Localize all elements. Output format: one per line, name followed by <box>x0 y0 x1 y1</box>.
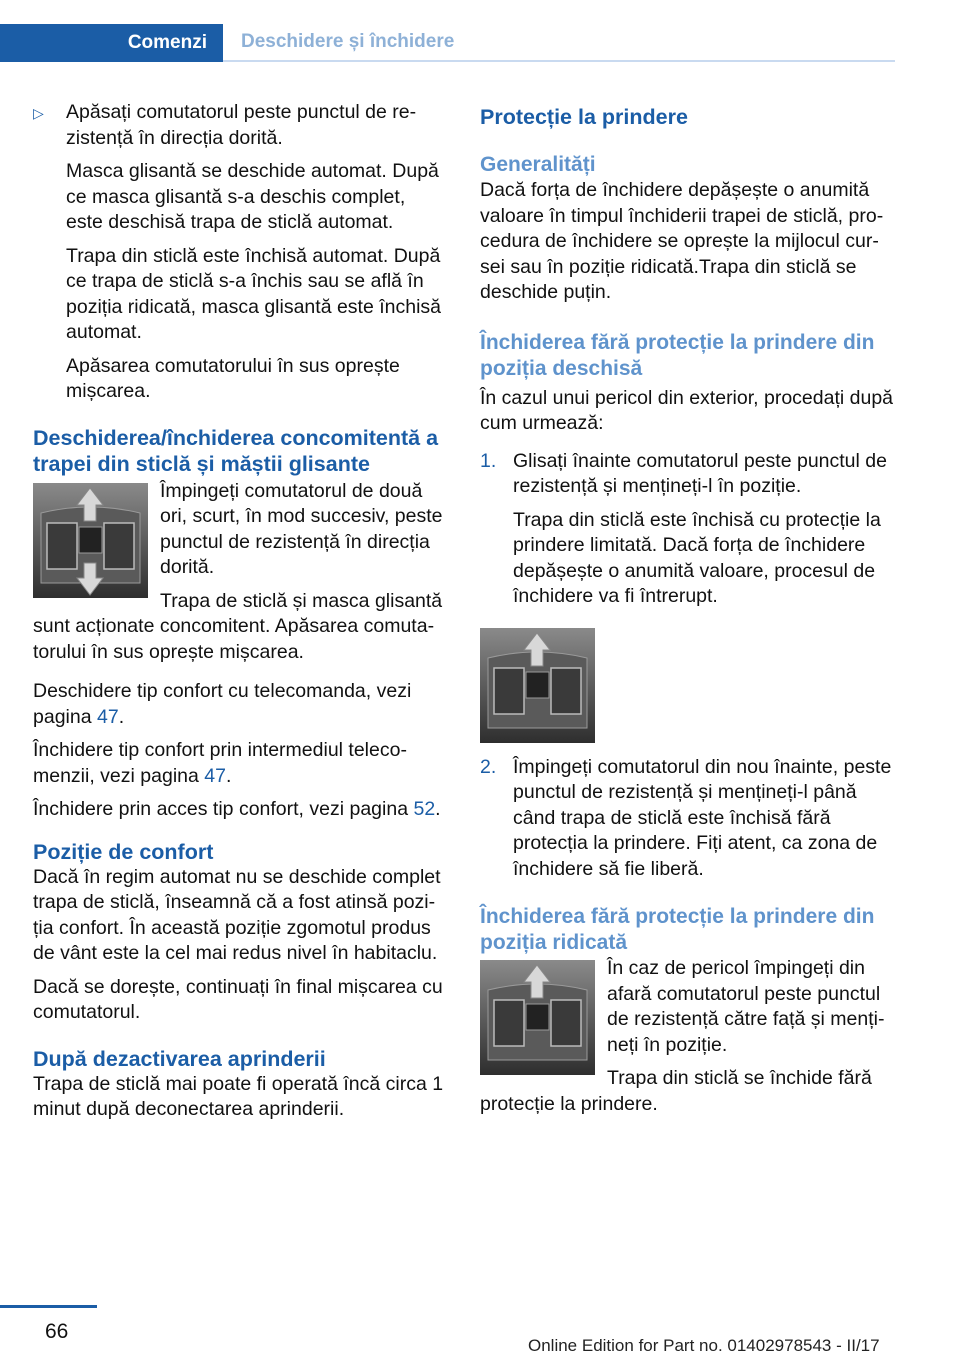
edition-text: Online Edition for Part no. 01402978543 - II/17 <box>528 1336 880 1355</box>
page-link[interactable]: 47 <box>204 764 226 787</box>
step-number: 1. <box>480 449 497 472</box>
page-number: 66 <box>45 1320 69 1343</box>
left-column <box>33 100 447 1131</box>
paragraph: Dacă în regim automat nu se deschide complet trapa de sticlă, înseamnă că a fost atinsă pozi-ția confort. În această poziție zgomotul produs de vânt este la cel mai redus nivel în habitaclu. <box>33 865 441 964</box>
sunroof-switch-image <box>480 628 595 743</box>
bullet-text: Apăsați comutatorul peste punctul de re-zistență în direcția dorită. <box>66 101 417 149</box>
paragraph: Dacă se dorește, continuați în final mișcarea cu comutatorul. <box>33 975 443 1023</box>
right-column <box>480 104 894 1125</box>
paragraph: Trapa de sticlă mai poate fi operată încă circa 1 minut după deconectarea aprinderii. <box>33 1072 444 1120</box>
heading-generalitati: Generalități <box>480 153 596 176</box>
paragraph: Apăsarea comutatorului în sus oprește mișcarea. <box>66 354 400 402</box>
paragraph: Trapa de sticlă și masca glisantă sunt acționate concomitent. Apăsarea comuta-torului în sus oprește mișcarea. <box>33 589 443 663</box>
switch-illustration <box>33 483 148 598</box>
step-subtext: Trapa din sticlă este închisă cu protecție la prindere limitată. Dacă forța de închidere depășește o anumită valoare, procesul de închidere va fi întrerupt. <box>513 508 881 607</box>
page-reference: Închidere prin acces tip confort, vezi pagina 52. <box>33 798 441 820</box>
switch-illustration <box>480 960 595 1075</box>
triangle-right-icon: ▷ <box>33 105 44 121</box>
paragraph: Trapa din sticlă se închide fără protecție la prindere. <box>480 1067 872 1115</box>
footer-divider <box>0 1305 97 1308</box>
paragraph: În caz de pericol împingeți din afară comutatorul peste punctul de rezistență către față și menți-neți în poziție. <box>607 957 885 1056</box>
header-tab-comenzi: Comenzi <box>0 24 223 62</box>
header-tab-deschidere: Deschidere și închidere <box>223 24 895 62</box>
heading-concomitent: Deschiderea/închiderea concomitentă a trapei din sticlă și măștii glisante <box>33 425 439 476</box>
step-text: Glisați înainte comutatorul peste punctul de rezistență și mențineți-l în poziție. <box>513 449 887 497</box>
paragraph: În cazul unui pericol din exterior, procedați după cum urmează: <box>480 386 894 434</box>
bullet-item <box>33 100 447 151</box>
numbered-step <box>480 755 894 883</box>
paragraph: Masca glisantă se deschide automat. După ce masca glisantă s-a deschis complet, este deschisă trapa de sticlă automat. <box>66 160 439 233</box>
heading-pozitie: Poziție de confort <box>33 839 214 864</box>
numbered-step <box>480 449 894 610</box>
heading-protectie: Protecție la prindere <box>480 105 688 129</box>
page-reference: Închidere tip confort prin intermediul teleco-menzii, vezi pagina 47. <box>33 739 407 787</box>
page-link[interactable]: 52 <box>413 798 436 820</box>
paragraph: Împingeți comutatorul de două ori, scurt, în mod succesiv, peste punctul de rezistență în direcția dorită. <box>160 479 443 578</box>
paragraph: Dacă forța de închidere depășește o anumită valoare în timpul închiderii trapei de sticlă, pro-cedura de închidere se oprește la mijlocul cur-sei sau în poziție ridicată.Trapa din sticlă se deschide puțin. <box>480 179 884 303</box>
step-text: Împingeți comutatorul din nou înainte, peste punctul de rezistență și mențineți-l până când trapa de sticlă este închisă fără protecția la prindere. Fiți atent, ca zona de închidere să fie liberă. <box>513 755 892 880</box>
heading-dupa: După dezactivarea aprinderii <box>33 1046 326 1071</box>
sunroof-switch-image <box>33 483 148 598</box>
step-number: 2. <box>480 755 497 778</box>
paragraph: Trapa din sticlă este închisă automat. După ce trapa de sticlă s-a închis sau se află în poziția ridicată, masca glisantă este închisă automat. <box>66 244 442 343</box>
heading-fara-deschisa: Închiderea fără protecție la prindere din poziția deschisă <box>480 330 875 380</box>
page-header <box>0 0 960 62</box>
page-link[interactable]: 47 <box>96 705 119 728</box>
switch-illustration <box>480 628 595 743</box>
sunroof-switch-image <box>480 960 595 1075</box>
heading-fara-ridicata: Închiderea fără protecție la prindere din poziția ridicată <box>480 905 875 954</box>
page-reference: Deschidere tip confort cu telecomanda, vezi pagina 47. <box>33 680 412 728</box>
